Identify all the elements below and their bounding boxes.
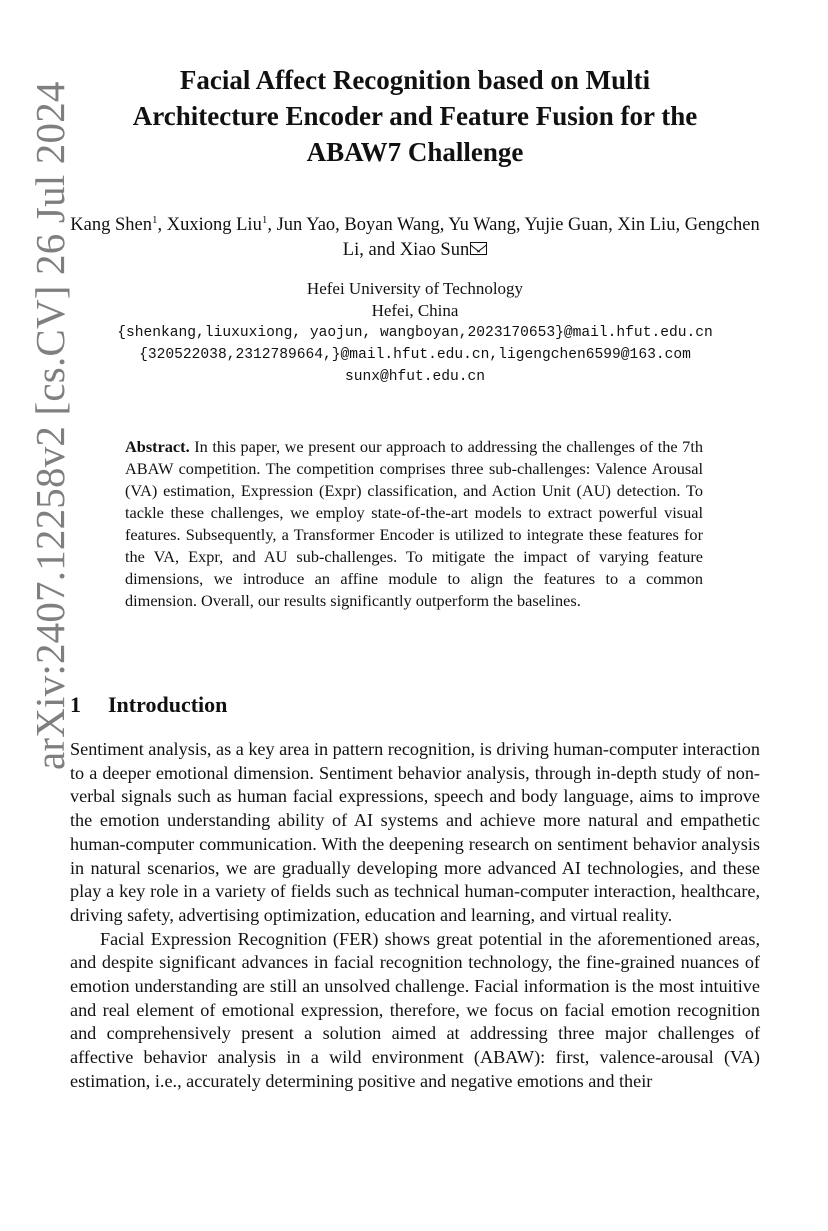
abstract-label: Abstract. (125, 437, 190, 456)
paper-title (70, 62, 760, 170)
email-line: {320522038,2312789664,}@mail.hfut.edu.cn,ligengchen6599@163.com (139, 347, 691, 363)
affiliation-mark: 1 (261, 214, 268, 226)
author-list (70, 208, 760, 263)
arxiv-identifier-stamp: arXiv:2407.12258v2 [cs.CV] 26 Jul 2024 (27, 81, 73, 770)
mail-icon (470, 242, 487, 255)
author-names-rest: , Jun Yao, Boyan Wang, Yu Wang, Yujie Guan, Xin Liu, Gengchen Li, and Xiao Sun (267, 215, 760, 261)
abstract (125, 436, 703, 612)
section-heading (70, 690, 227, 720)
author-name: Kang Shen (70, 215, 152, 236)
title-line: Facial Affect Recognition based on Multi (179, 65, 651, 95)
abstract-text: In this paper, we present our approach to addressing the challenges of the 7th ABAW competition. The competition comprises three sub-challenges: Valence Arousal (VA) estimation, Expression (Expr) classification, and Action Unit (AU) detection. To tackle these challenges, we employ state-of-the-art models to extract powerful visual features. Subsequently, a Transformer Encoder is utilized to integrate these features for the VA, Expr, and AU sub-challenges. To mitigate the impact of varying feature dimensions, we introduce an affine module to align the features to a common dimension. Overall, our results significantly outperform the baselines. (125, 437, 703, 610)
location: Hefei, China (371, 301, 459, 320)
paragraph: Facial Expression Recognition (FER) shows great potential in the aforementioned areas, and despite significant advances in facial recognition technology, the fine-grained nuances of emotion understanding are still an unsolved challenge. Facial information is the most intuitive and real element of emotional expression, therefore, we focus on facial emotion recognition and comprehensively present a solution aimed at addressing three major challenges of affective behavior analysis in a wild environment (ABAW): first, valence-arousal (VA) estimation, i.e., accurately determining positive and negative emotions and their (70, 928, 760, 1091)
author-separator: , (157, 215, 167, 236)
institution: Hefei University of Technology (306, 279, 524, 298)
title-line: ABAW7 Challenge (306, 137, 524, 167)
author-name: Xuxiong Liu (166, 215, 262, 236)
paragraph: Sentiment analysis, as a key area in pattern recognition, is driving human-computer interaction to a deeper emotional dimension. Sentiment behavior analysis, through in-depth study of non-verbal signals such as human facial expressions, speech and body language, aims to improve the emotion understanding ability of AI systems and achieve more natural and empathetic human-computer communication. With the deepening research on sentiment behavior analysis in natural scenarios, we are gradually developing more advanced AI technologies, and these play a key role in a variety of fields such as technical human-computer interaction, healthcare, driving safety, advertising optimization, education and learning, and virtual reality. (70, 739, 760, 925)
introduction-body (70, 738, 760, 1094)
email-line: {shenkang,liuxuxiong, yaojun, wangboyan,2023170653}@mail.hfut.edu.cn (117, 325, 713, 341)
section-title: Introduction (108, 692, 228, 717)
section-number: 1 (70, 692, 81, 717)
affiliation-block (70, 278, 760, 388)
email-line: sunx@hfut.edu.cn (344, 369, 486, 385)
affiliation-mark: 1 (152, 214, 158, 226)
title-line: Architecture Encoder and Feature Fusion for the (132, 101, 698, 131)
